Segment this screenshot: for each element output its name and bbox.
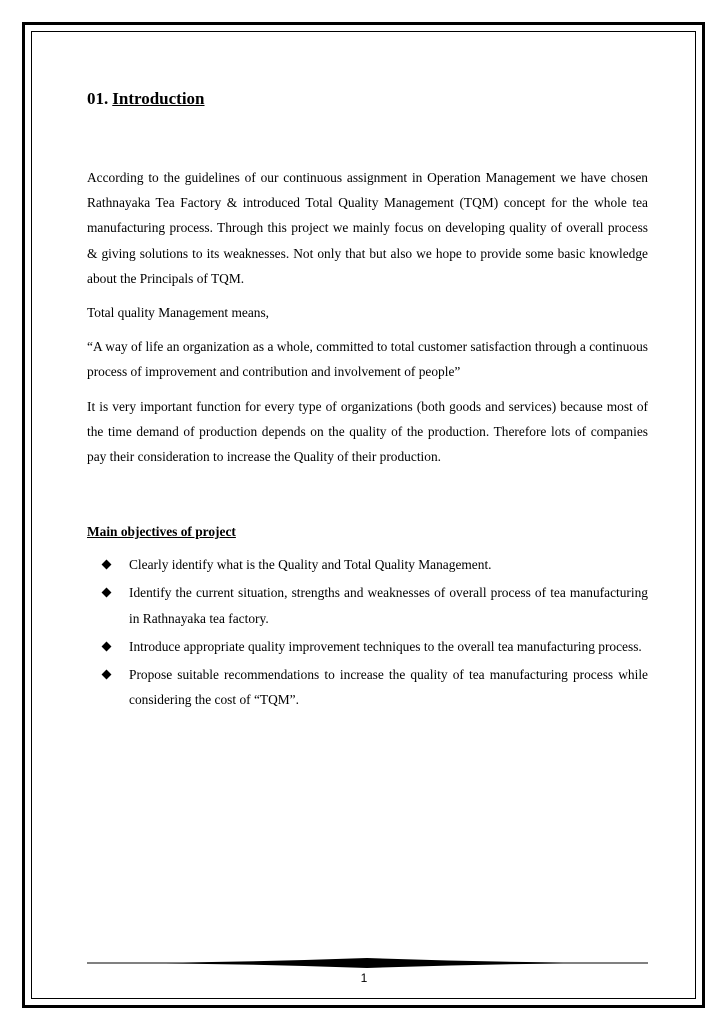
list-item (87, 552, 648, 577)
list-item (87, 580, 648, 630)
objective-text: Propose suitable recommendations to increase the quality of tea manufacturing process while considering the cost of “TQM”. (129, 667, 648, 708)
diamond-bullet-icon (102, 588, 112, 598)
tqm-definition-lead: Total quality Management means, (87, 305, 270, 321)
footer-divider (87, 957, 648, 969)
objective-text: Introduce appropriate quality improvement techniques to the overall tea manufacturing process. (129, 638, 642, 654)
page-number: 1 (360, 971, 368, 985)
diamond-bullet-icon (102, 670, 112, 680)
diamond-bullet-icon (102, 560, 112, 570)
objectives-heading: Main objectives of project (87, 524, 236, 540)
list-item (87, 634, 648, 659)
importance-paragraph: It is very important function for every type of organizations (both goods and services) because most of the time demand of production depends on the quality of the production. Therefore lots of companies pay their consideration to increase the Quality of their production. (87, 398, 648, 465)
tqm-definition-quote: “A way of life an organization as a whole, committed to total customer satisfaction through a continuous process of improvement and contribution and involvement of people” (87, 339, 648, 380)
section-number: 01. (87, 89, 109, 108)
section-title: Introduction (112, 89, 205, 108)
objectives-list (87, 552, 648, 712)
objective-text: Identify the current situation, strengths and weaknesses of overall process of tea manufacturing in Rathnayaka tea factory. (129, 585, 648, 626)
section-heading (87, 86, 648, 112)
list-item (87, 662, 648, 712)
page-content (87, 86, 648, 715)
intro-paragraph: According to the guidelines of our continuous assignment in Operation Management we have chosen Rathnayaka Tea Factory & introduced Total Quality Management (TQM) concept for the whole tea manufacturing process. Through this project we mainly focus on developing quality of overall process & giving solutions to its weaknesses. Not only that but also we hope to provide some basic knowledge about the Principals of TQM. (87, 170, 648, 286)
objective-text: Clearly identify what is the Quality and Total Quality Management. (129, 557, 492, 573)
diamond-bullet-icon (102, 641, 112, 651)
